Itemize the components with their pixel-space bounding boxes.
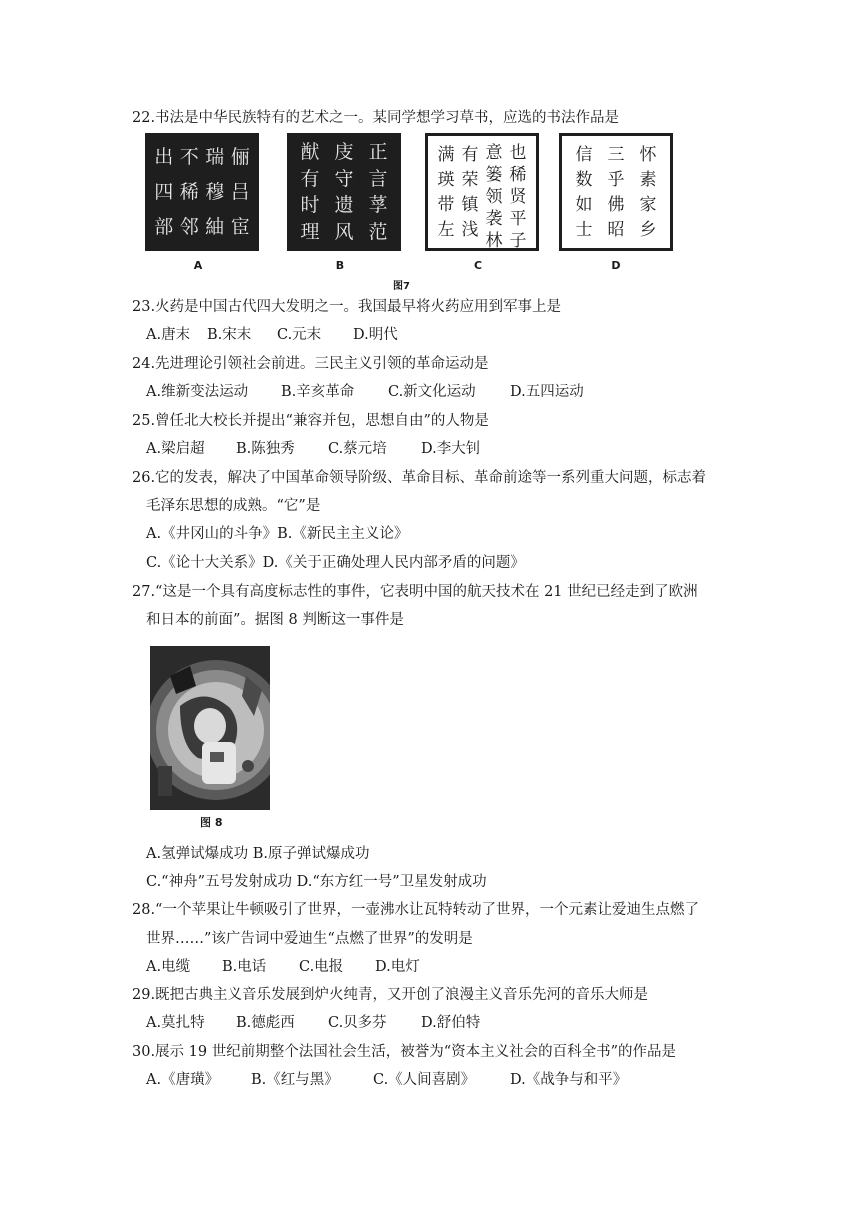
option-d: D.明代 bbox=[353, 327, 398, 343]
calligraphy-d-cursive-script bbox=[559, 133, 673, 251]
calligraphy-char: 乡 bbox=[639, 219, 657, 240]
calligraphy-char: 部 bbox=[154, 216, 174, 239]
calligraphy-column bbox=[485, 142, 503, 251]
calligraphy-char: 有 bbox=[300, 167, 320, 190]
calligraphy-char: 莩 bbox=[368, 194, 388, 217]
option-c: C.电报 bbox=[299, 959, 344, 975]
question-23-options bbox=[146, 325, 756, 345]
calligraphy-char: 有 bbox=[461, 144, 479, 165]
option-c: C.新文化运动 bbox=[388, 384, 476, 400]
calligraphy-b-clerical-script bbox=[287, 133, 401, 251]
option-c: C.元末 bbox=[277, 327, 322, 343]
option-c: C.蔡元培 bbox=[328, 441, 387, 457]
calligraphy-column bbox=[231, 139, 250, 245]
calligraphy-char: 遗 bbox=[334, 194, 354, 217]
question-30-stem: 30.展示 19 世纪前期整个法国社会生活，被誉为“资本主义社会的百科全书”的作品是 bbox=[132, 1044, 677, 1060]
calligraphy-char: 出 bbox=[154, 145, 174, 168]
option-a: A.电缆 bbox=[146, 959, 191, 975]
option-d: D.舒伯特 bbox=[421, 1015, 481, 1031]
calligraphy-char: 紬 bbox=[205, 216, 225, 239]
calligraphy-char: 领 bbox=[485, 187, 503, 207]
calligraphy-char: 荣 bbox=[461, 169, 479, 190]
question-26-stem-line2: 毛泽东思想的成熟。“它”是 bbox=[146, 498, 321, 514]
calligraphy-char: 四 bbox=[154, 180, 174, 203]
calligraphy-char: 也 bbox=[509, 143, 527, 163]
question-27-stem-line2: 和日本的前面”。据图 8 判断这一事件是 bbox=[146, 612, 404, 628]
astronaut-photo bbox=[150, 646, 270, 810]
option-b: B.《红与黑》 bbox=[251, 1072, 339, 1088]
question-23-stem: 23.火药是中国古代四大发明之一。我国最早将火药应用到军事上是 bbox=[132, 299, 562, 315]
question-28-stem-line2: 世界……”该广告词中爱迪生“点燃了世界”的发明是 bbox=[146, 931, 473, 947]
calligraphy-char: 数 bbox=[575, 169, 593, 190]
option-c: C.《人间喜剧》 bbox=[373, 1072, 476, 1088]
calligraphy-char: 宦 bbox=[230, 216, 250, 239]
calligraphy-column bbox=[180, 139, 199, 245]
calligraphy-char: 乎 bbox=[607, 169, 625, 190]
option-d: D.电灯 bbox=[375, 959, 420, 975]
question-26-stem-line1: 26.它的发表，解决了中国革命领导阶级、革命目标、革命前途等一系列重大问题，标志着 bbox=[132, 470, 707, 486]
astronaut-photo-illustration bbox=[150, 646, 270, 810]
figure-8-astronaut bbox=[150, 646, 270, 831]
calligraphy-char: 言 bbox=[368, 167, 388, 190]
question-27-options-line1: A.氢弹试爆成功 B.原子弹试爆成功 bbox=[146, 846, 370, 862]
calligraphy-column bbox=[334, 139, 353, 245]
calligraphy-char: 瑛 bbox=[437, 169, 455, 190]
calligraphy-char: 理 bbox=[300, 220, 320, 243]
calligraphy-char: 时 bbox=[300, 194, 320, 217]
calligraphy-char: 带 bbox=[437, 194, 455, 215]
question-30-options bbox=[146, 1070, 756, 1090]
calligraphy-char: 怀 bbox=[639, 144, 657, 165]
calligraphy-char: 俪 bbox=[230, 145, 250, 168]
question-28-stem-line1: 28.“一个苹果让牛顿吸引了世界，一壶沸水让瓦特转动了世界，一个元素让爱迪生点燃了 bbox=[132, 902, 699, 918]
figure-7-caption: 图7 bbox=[393, 281, 410, 292]
calligraphy-char: 平 bbox=[509, 209, 527, 229]
calligraphy-column bbox=[608, 142, 625, 242]
question-24-stem: 24.先进理论引领社会前进。三民主义引领的革命运动是 bbox=[132, 356, 489, 372]
calligraphy-char: 范 bbox=[368, 220, 388, 243]
calligraphy-column bbox=[205, 139, 224, 245]
calligraphy-char: 信 bbox=[575, 144, 593, 165]
option-b: B.德彪西 bbox=[236, 1015, 295, 1031]
figure-label-a: A bbox=[193, 259, 203, 272]
calligraphy-column bbox=[462, 142, 479, 242]
calligraphy-char: 不 bbox=[179, 145, 199, 168]
calligraphy-column bbox=[576, 142, 593, 242]
calligraphy-char: 稀 bbox=[179, 180, 199, 203]
option-d: D.五四运动 bbox=[510, 384, 584, 400]
calligraphy-char: 守 bbox=[334, 167, 354, 190]
calligraphy-char: 意 bbox=[485, 143, 503, 163]
calligraphy-char: 林 bbox=[485, 231, 503, 251]
calligraphy-char: 袭 bbox=[485, 209, 503, 229]
calligraphy-char: 如 bbox=[575, 194, 593, 215]
option-b: B.宋末 bbox=[207, 327, 252, 343]
question-24-options bbox=[146, 382, 756, 402]
option-a: A.《唐璜》 bbox=[146, 1072, 220, 1088]
calligraphy-char: 风 bbox=[334, 220, 354, 243]
figure-label-d: D bbox=[611, 259, 621, 272]
option-b: B.陈独秀 bbox=[236, 441, 295, 457]
figure-8-caption: 图 8 bbox=[200, 816, 223, 829]
calligraphy-char: 邻 bbox=[179, 216, 199, 239]
calligraphy-char: 稀 bbox=[509, 165, 527, 185]
calligraphy-char: 三 bbox=[607, 144, 625, 165]
calligraphy-char: 吕 bbox=[230, 180, 250, 203]
question-27-options-line2: C.“神舟”五号发射成功 D.“东方红一号”卫星发射成功 bbox=[146, 874, 487, 890]
calligraphy-char: 庋 bbox=[334, 141, 354, 164]
option-b: B.辛亥革命 bbox=[281, 384, 355, 400]
calligraphy-char: 满 bbox=[437, 144, 455, 165]
option-b: B.电话 bbox=[222, 959, 267, 975]
option-a: A.唐末 bbox=[146, 327, 191, 343]
option-a: A.莫扎特 bbox=[146, 1015, 205, 1031]
option-d: D.《战争与和平》 bbox=[510, 1072, 628, 1088]
calligraphy-char: 穆 bbox=[205, 180, 225, 203]
calligraphy-column bbox=[438, 142, 455, 242]
option-a: A.梁启超 bbox=[146, 441, 205, 457]
option-c: C.贝多芬 bbox=[328, 1015, 387, 1031]
calligraphy-char: 昭 bbox=[607, 219, 625, 240]
question-25-options bbox=[146, 439, 756, 459]
question-26-options-line1: A.《井冈山的斗争》B.《新民主主义论》 bbox=[146, 526, 409, 542]
question-29-stem: 29.既把古典主义音乐发展到炉火纯青，又开创了浪漫主义音乐先河的音乐大师是 bbox=[132, 987, 649, 1003]
calligraphy-char: 素 bbox=[639, 169, 657, 190]
calligraphy-char: 正 bbox=[368, 141, 388, 164]
option-d: D.李大钊 bbox=[421, 441, 481, 457]
question-26-options-line2: C.《论十大关系》D.《关于正确处理人民内部矛盾的问题》 bbox=[146, 555, 525, 571]
calligraphy-char: 家 bbox=[639, 194, 657, 215]
calligraphy-char: 镇 bbox=[461, 194, 479, 215]
figure-label-c: C bbox=[473, 259, 483, 272]
calligraphy-char: 子 bbox=[509, 231, 527, 251]
figure-label-b: B bbox=[335, 259, 345, 272]
question-25-stem: 25.曾任北大校长并提出“兼容并包，思想自由”的人物是 bbox=[132, 413, 489, 429]
calligraphy-column bbox=[509, 142, 527, 251]
question-29-options bbox=[146, 1013, 756, 1033]
calligraphy-column bbox=[300, 139, 319, 245]
calligraphy-char: 篓 bbox=[485, 165, 503, 185]
calligraphy-char: 贤 bbox=[509, 187, 527, 207]
calligraphy-column bbox=[640, 142, 657, 242]
question-28-options bbox=[146, 957, 756, 977]
calligraphy-char: 浅 bbox=[461, 219, 479, 240]
option-a: A.维新变法运动 bbox=[146, 384, 249, 400]
calligraphy-a-seal-script bbox=[145, 133, 259, 251]
calligraphy-char: 猷 bbox=[300, 141, 320, 164]
question-27-stem-line1: 27.“这是一个具有高度标志性的事件，它表明中国的航天技术在 21 世纪已经走到了欧洲 bbox=[132, 584, 698, 600]
question-22-stem: 22.书法是中华民族特有的艺术之一。某同学想学习草书，应选的书法作品是 bbox=[132, 110, 620, 126]
calligraphy-char: 士 bbox=[575, 219, 593, 240]
calligraphy-column bbox=[154, 139, 173, 245]
calligraphy-char: 佛 bbox=[607, 194, 625, 215]
calligraphy-char: 左 bbox=[437, 219, 455, 240]
calligraphy-c-regular-script bbox=[425, 133, 539, 251]
calligraphy-char: 瑞 bbox=[205, 145, 225, 168]
figure-7-calligraphy bbox=[145, 133, 675, 295]
calligraphy-column bbox=[368, 139, 387, 245]
